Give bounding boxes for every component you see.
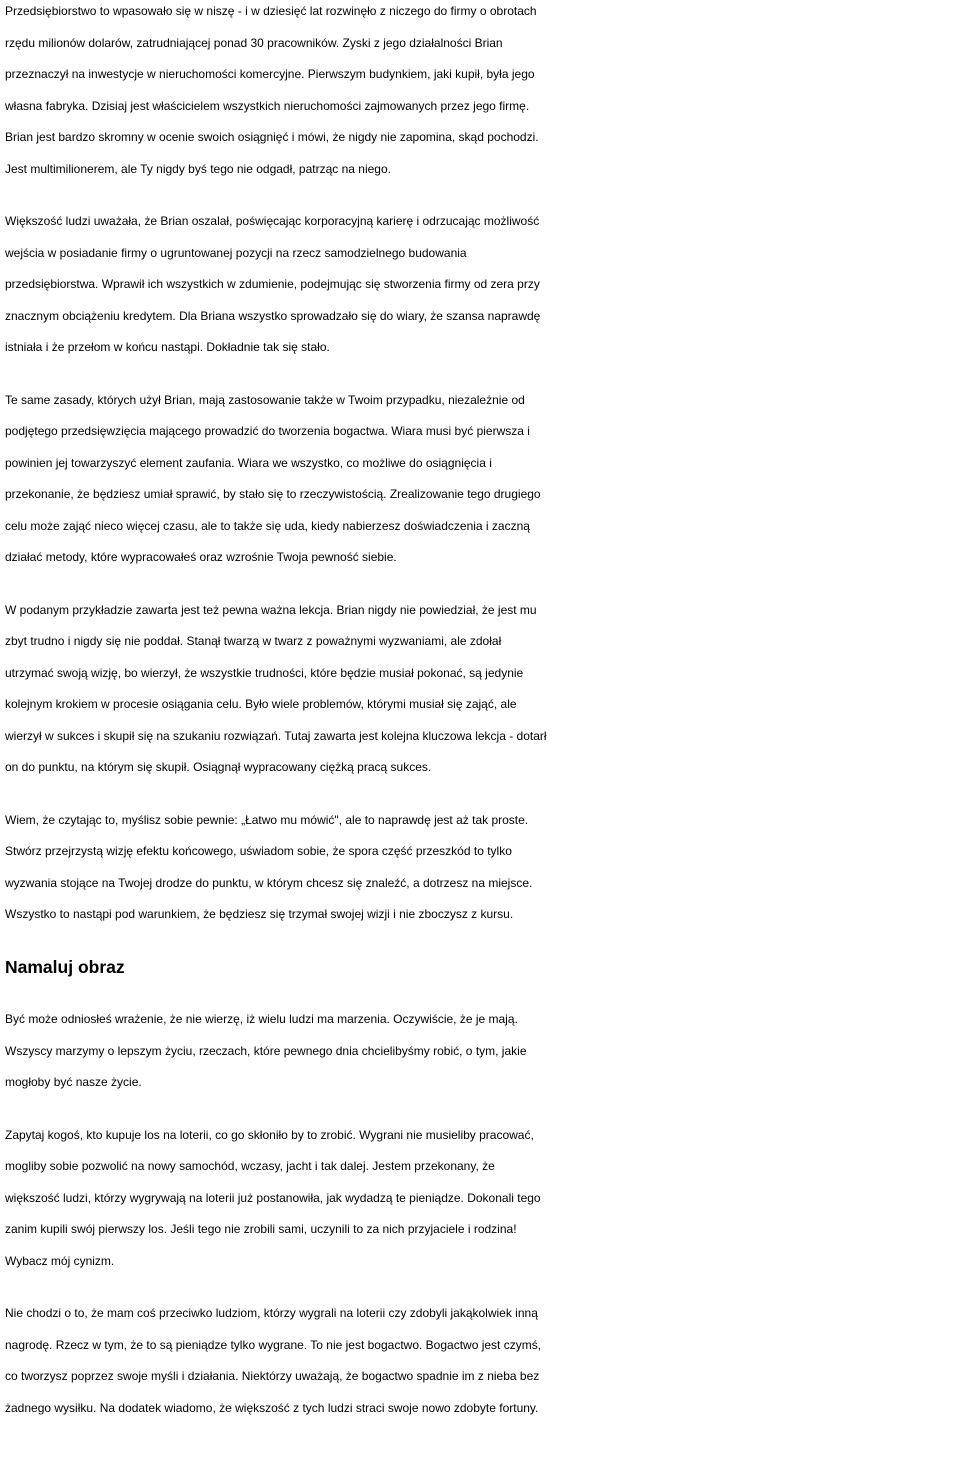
text-line: Wybacz mój cynizm. — [5, 1253, 115, 1268]
text-line: nagrodę. Rzecz w tym, że to są pieniądze tylko wygrane. To nie jest bogactwo. Bogactwo jest czymś, — [5, 1337, 542, 1352]
paragraph-3 — [5, 385, 960, 574]
text-line: przeznaczył na inwestycje w nieruchomości komercyjne. Pierwszym budynkiem, jaki kupił, była jego — [5, 67, 535, 81]
text-line: przekonanie, że będziesz umiał sprawić, by stało się to rzeczywistością. Zrealizowanie tego drugiego — [5, 487, 541, 501]
text-line: podjętego przedsięwzięcia mającego prowadzić do tworzenia bogactwa. Wiara musi być pierwsza i — [5, 424, 530, 438]
text-line: Jest multimilionerem, ale Ty nigdy byś tego nie odgadł, patrząc na niego. — [5, 161, 391, 176]
text-line: co tworzysz poprzez swoje myśli i działania. Niektórzy uważają, że bogactwo spadnie im z nieba bez — [5, 1369, 540, 1383]
text-line: Wszystko to nastąpi pod warunkiem, że będziesz się trzymał swojej wizji i nie zboczysz z kursu. — [5, 907, 514, 921]
text-line: większość ludzi, którzy wygrywają na loterii już postanowiła, jak wydadzą te pieniądze. Dokonali tego — [5, 1190, 541, 1205]
text-line: Przedsiębiorstwo to wpasowało się w niszę - i w dziesięć lat rozwinęło z niczego do firmy o obrotach — [5, 4, 537, 18]
text-line: wyzwania stojące na Twojej drodze do punktu, w którym chcesz się znaleźć, a dotrzesz na miejsce. — [5, 875, 533, 890]
text-line: własna fabryka. Dzisiaj jest właścicielem wszystkich nieruchomości zajmowanych przez jego firmę. — [5, 98, 530, 113]
text-line: istniała i że przełom w końcu nastąpi. Dokładnie tak się stało. — [5, 340, 330, 354]
text-line: mogłoby być nasze życie. — [5, 1075, 142, 1089]
text-line: Wiem, że czytając to, myślisz sobie pewnie: „Łatwo mu mówić", ale to naprawdę jest aż tak proste. — [5, 812, 529, 827]
section-heading: Namaluj obraz — [5, 956, 125, 977]
text-line: utrzymać swoją wizję, bo wierzył, że wszystkie trudności, które będzie musiał pokonać, są jedynie — [5, 665, 524, 680]
paragraph-7 — [5, 1120, 960, 1278]
text-line: celu może zająć nieco więcej czasu, ale to także się uda, kiedy nabierzesz doświadczenia i zaczną — [5, 518, 530, 533]
paragraph-5 — [5, 805, 960, 931]
paragraph-8 — [5, 1298, 960, 1424]
paragraph-1 — [5, 0, 960, 185]
text-line: zanim kupili swój pierwszy los. Jeśli tego nie zrobili sami, uczynili to za nich przyjaciele i rodzina! — [5, 1222, 517, 1236]
text-line: przedsiębiorstwa. Wprawił ich wszystkich w zdumienie, podejmując się stworzenia firmy od zera przy — [5, 277, 540, 291]
paragraph-6 — [5, 1004, 960, 1099]
paragraph-2 — [5, 206, 960, 364]
text-line: Zapytaj kogoś, kto kupuje los na loterii, co go skłoniło by to zrobić. Wygrani nie musieliby pracować, — [5, 1127, 534, 1142]
text-line: znacznym obciążeniu kredytem. Dla Briana wszystko sprowadzało się do wiary, że szansa naprawdę — [5, 308, 541, 323]
text-line: W podanym przykładzie zawarta jest też pewna ważna lekcja. Brian nigdy nie powiedział, że jest mu — [5, 602, 537, 617]
text-line: Wszyscy marzymy o lepszym życiu, rzeczach, które pewnego dnia chcielibyśmy robić, o tym, jakie — [5, 1043, 527, 1058]
text-line: żadnego wysiłku. Na dodatek wiadomo, że większość z tych ludzi straci swoje nowo zdobyte fortuny. — [5, 1400, 539, 1415]
text-line: działać metody, które wypracowałeś oraz wzrośnie Twoja pewność siebie. — [5, 550, 397, 564]
paragraph-4 — [5, 595, 960, 784]
text-line: Nie chodzi o to, że mam coś przeciwko ludziom, którzy wygrali na loterii czy zdobyli jakąkolwiek inną — [5, 1306, 538, 1320]
text-line: Większość ludzi uważała, że Brian oszalał, poświęcając korporacyjną karierę i odrzucając możliwość — [5, 214, 540, 228]
text-line: mogliby sobie pozwolić na nowy samochód, wczasy, jacht i tak dalej. Jestem przekonany, że — [5, 1159, 495, 1173]
text-line: Brian jest bardzo skromny w ocenie swoich osiągnięć i mówi, że nigdy nie zapomina, skąd pochodzi. — [5, 130, 539, 144]
text-line: zbyt trudno i nigdy się nie poddał. Stanął twarzą w twarz z poważnymi wyzwaniami, ale zdołał — [5, 634, 502, 648]
text-line: Być może odniosłeś wrażenie, że nie wierzę, iż wielu ludzi ma marzenia. Oczywiście, że je mają. — [5, 1012, 518, 1026]
text-line: Stwórz przejrzystą wizję efektu końcowego, uświadom sobie, że spora część przeszkód to tylko — [5, 844, 512, 858]
text-line: wierzył w sukces i skupił się na szukaniu rozwiązań. Tutaj zawarta jest kolejna kluczowa lekcja - dotarł — [5, 728, 547, 743]
text-line: kolejnym krokiem w procesie osiągania celu. Było wiele problemów, którymi musiał się zająć, ale — [5, 697, 517, 711]
text-line: Te same zasady, których użył Brian, mają zastosowanie także w Twoim przypadku, niezależnie od — [5, 392, 525, 407]
text-line: powinien jej towarzyszyć element zaufania. Wiara we wszystko, co możliwe do osiągnięcia i — [5, 455, 492, 470]
text-line: rzędu milionów dolarów, zatrudniającej ponad 30 pracowników. Zyski z jego działalności Brian — [5, 35, 503, 50]
text-line: on do punktu, na którym się skupił. Osiągnął wypracowany ciężką pracą sukces. — [5, 760, 432, 774]
text-line: wejścia w posiadanie firmy o ugruntowanej pozycji na rzecz samodzielnego budowania — [5, 245, 467, 260]
